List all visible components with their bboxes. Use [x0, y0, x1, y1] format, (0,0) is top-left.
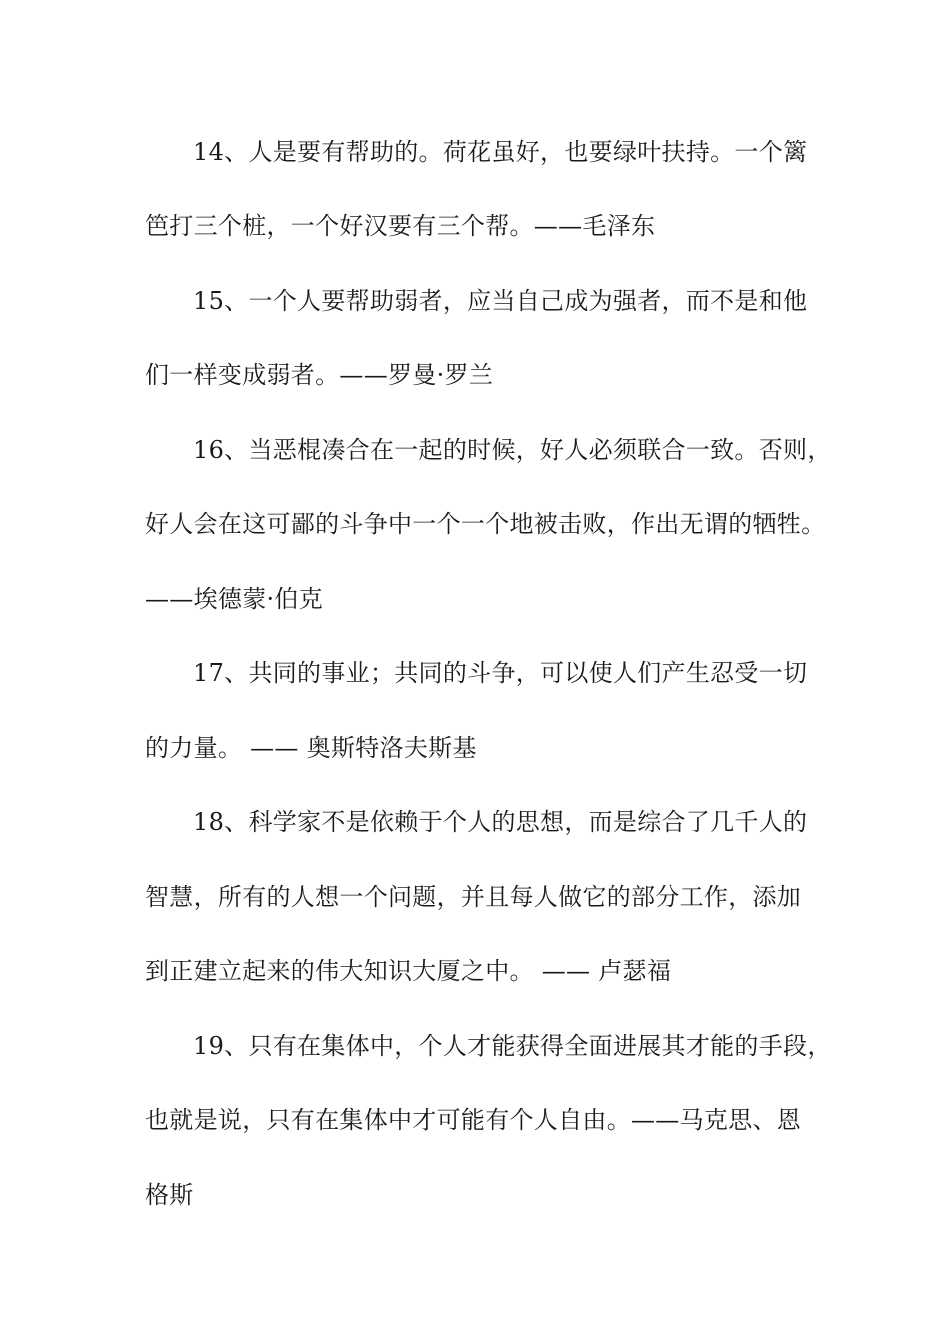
quote-15-line-2: 们一样变成弱者。——罗曼·罗兰: [145, 361, 494, 389]
quote-14-line-2: 笆打三个桩，一个好汉要有三个帮。——毛泽东: [145, 212, 656, 240]
quote-16-line-3: ——埃德蒙·伯克: [145, 585, 324, 613]
quote-18-line-2: 智慧，所有的人想一个问题，并且每人做它的部分工作，添加: [145, 883, 802, 911]
quote-18-line-1: 18、科学家不是依赖于个人的思想，而是综合了几千人的: [193, 808, 808, 836]
quote-16-line-1: 16、当恶棍凑合在一起的时候，好人必须联合一致。否则，: [193, 436, 832, 464]
quote-14-line-1: 14、人是要有帮助的。荷花虽好，也要绿叶扶持。一个篱: [193, 138, 808, 166]
quote-19-line-1: 19、只有在集体中，个人才能获得全面进展其才能的手段，: [193, 1032, 832, 1060]
quote-18-line-3: 到正建立起来的伟大知识大厦之中。 —— 卢瑟福: [145, 957, 672, 985]
quote-19-line-2: 也就是说，只有在集体中才可能有个人自由。——马克思、恩: [145, 1106, 802, 1134]
quote-16-line-2: 好人会在这可鄙的斗争中一个一个地被击败，作出无谓的牺牲。: [145, 510, 826, 538]
quote-15-line-1: 15、一个人要帮助弱者，应当自己成为强者，而不是和他: [193, 287, 808, 315]
quote-17-line-2: 的力量。 —— 奥斯特洛夫斯基: [145, 734, 477, 762]
quote-19-line-3: 格斯: [145, 1181, 194, 1209]
quote-17-line-1: 17、共同的事业；共同的斗争，可以使人们产生忍受一切: [193, 659, 808, 687]
